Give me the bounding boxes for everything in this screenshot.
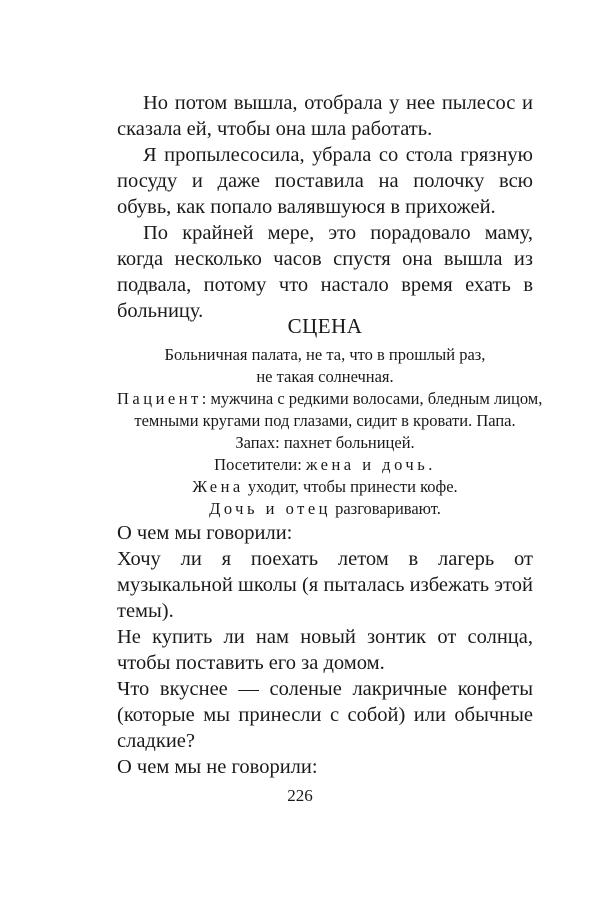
dialog-line: Не купить ли нам новый зонтик от солнца, чтобы поставить его за домом. <box>117 626 533 674</box>
daughter-father-label: Дочь и отец <box>209 499 331 518</box>
stage-line <box>117 454 533 476</box>
dialog-line: О чем мы говорили: <box>117 522 293 544</box>
paragraph: По крайней мере, это порадовало маму, когда несколько часов спустя она вышла из подвала, потому что настало время ехать в больницу. <box>117 222 533 322</box>
stage-directions <box>117 344 543 520</box>
patient-description: : мужчина с редкими волосами, бледным лицом, <box>201 389 543 408</box>
stage-line <box>117 388 543 410</box>
paragraph: Но потом вышла, отобрала у нее пылесос и сказала ей, чтобы она шла работать. <box>117 92 533 140</box>
paragraph: Я пропылесосила, убрала со стола грязную посуду и даже поставила на полочку всю обувь, как попало валявшуюся в прихожей. <box>117 144 533 218</box>
stage-line: темными кругами под глазами, сидит в кровати. Папа. <box>134 411 516 430</box>
dialog-line: Что вкуснее — соленые лакричные конфеты (которые мы принесли с собой) или обычные сладкие? <box>117 678 533 752</box>
dialog-text <box>117 520 533 780</box>
stage-line: Больничная палата, не та, что в прошлый раз, <box>164 345 486 364</box>
scene-heading: СЦЕНА <box>287 314 363 338</box>
stage-line: не такая солнечная. <box>256 367 394 386</box>
page-number: 226 <box>287 786 313 805</box>
dialog-line: О чем мы не говорили: <box>117 756 318 778</box>
visitors-label: Посетители: <box>214 455 306 474</box>
wife-label: Жена <box>192 477 244 496</box>
stage-line: Запах: пахнет больницей. <box>235 433 415 452</box>
visitors-names: жена и дочь. <box>305 455 436 474</box>
wife-action: уходит, чтобы принести кофе. <box>243 477 458 496</box>
dialog-line: Хочу ли я поехать летом в лагерь от музыкальной школы (я пыталась избежать этой темы). <box>117 548 533 622</box>
narrative-text <box>117 90 533 324</box>
talk-action: разговаривают. <box>330 499 441 518</box>
patient-label: Пациент <box>117 389 202 408</box>
stage-line <box>117 476 533 498</box>
stage-line <box>117 498 533 520</box>
